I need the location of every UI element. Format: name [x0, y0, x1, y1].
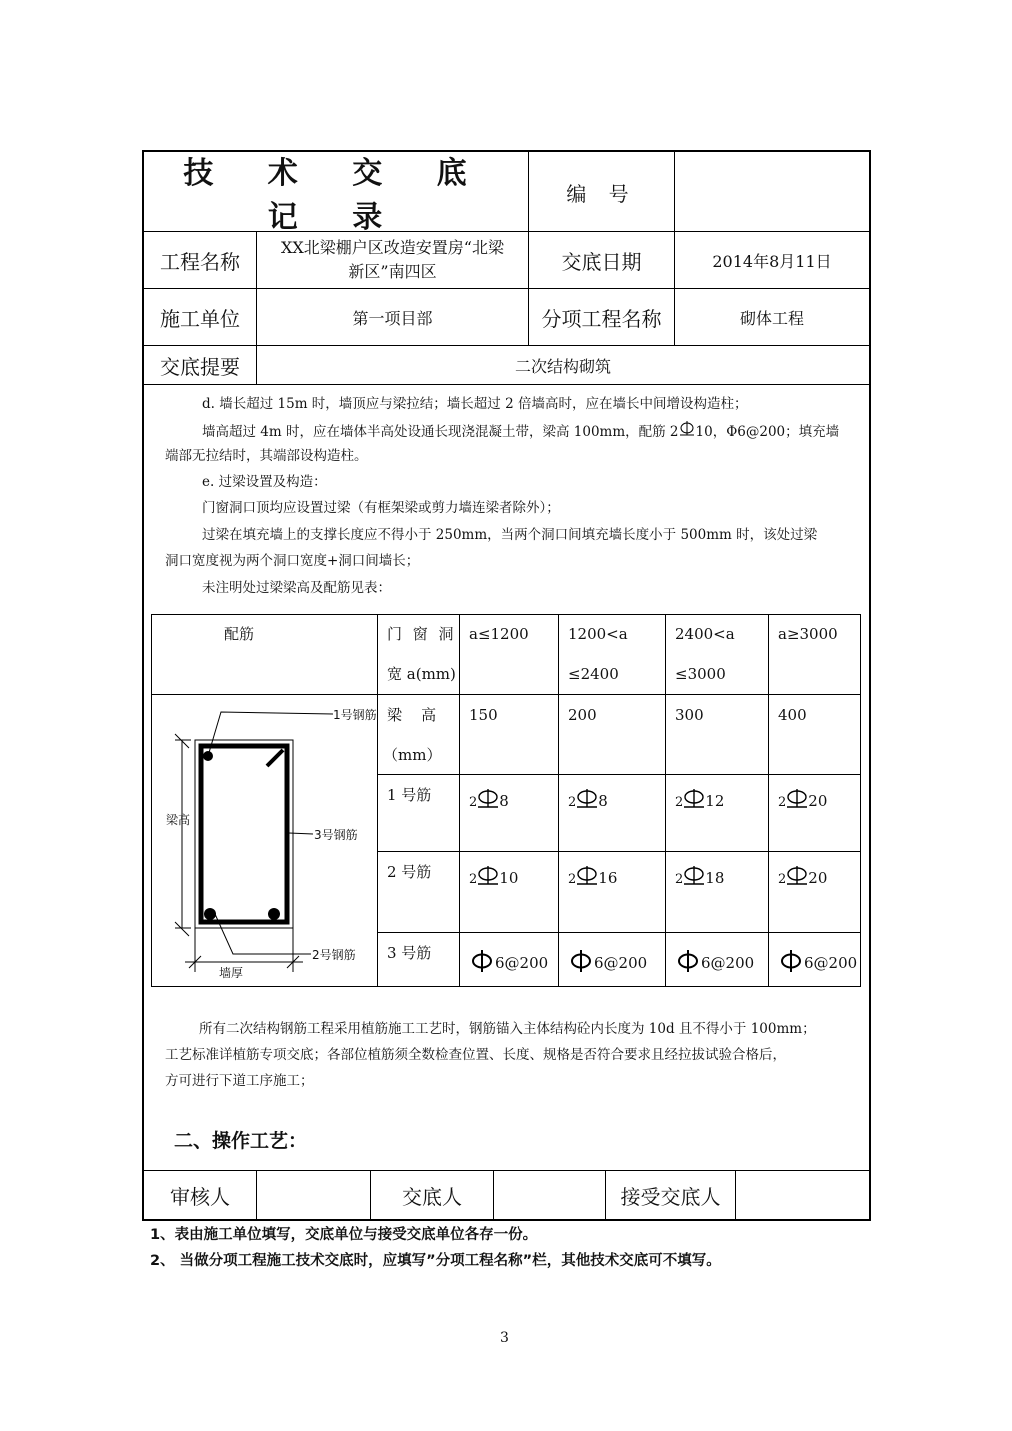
- para-d: d. 墙长超过 15m 时，墙顶应与梁拉结；墙长超过 2 倍墙高时，应在墙长中间增设构造柱；: [202, 396, 748, 412]
- project-name-line1: XX北梁棚户区改造安置房“北梁: [281, 238, 504, 257]
- para-planting-a: 所有二次结构钢筋工程采用植筋施工工艺时，钢筋锚入主体结构砼内长度为 10d 且不得小于 100mm；: [199, 1021, 816, 1037]
- rebar-hpb-icon: [570, 948, 592, 974]
- bar1-count: 2: [778, 795, 787, 810]
- bar3-cell-4: [780, 948, 857, 974]
- page-number: 3: [500, 1330, 509, 1346]
- form-title: 技 术 交 底 记 录: [183, 156, 489, 235]
- para-table-intro: 未注明处过梁梁高及配筋见表：: [202, 580, 391, 596]
- para-wall-end: 端部无拉结时，其端部设构造柱。: [165, 448, 368, 464]
- subitem-value: 砌体工程: [739, 308, 804, 328]
- bar3-cell-2: [570, 948, 647, 974]
- rebar-hpb-icon: [471, 948, 493, 974]
- bar3-spacing: 6@200: [804, 954, 858, 972]
- receiver-label: 接受交底人: [620, 1184, 721, 1209]
- col-1-l1: a≤1200: [469, 625, 529, 643]
- bar2-count: 2: [778, 872, 787, 887]
- bar2-diameter: 16: [598, 869, 618, 887]
- bar1-diameter: 8: [499, 792, 509, 810]
- diagram-thickness-label: 墙厚: [219, 966, 244, 980]
- summary-label: 交底提要: [160, 354, 240, 379]
- unit-label: 施工单位: [160, 306, 240, 331]
- section-operation: 二、操作工艺：: [174, 1130, 308, 1152]
- bar3-spacing: 6@200: [701, 954, 755, 972]
- rebar-hrb-icon: [576, 788, 598, 810]
- rebar-hrb-icon: [683, 865, 705, 887]
- receiver-value[interactable]: [736, 1171, 869, 1219]
- bar3-cell-3: [677, 948, 754, 974]
- bar3-cell-1: [471, 948, 548, 974]
- bar2-count: 2: [675, 872, 684, 887]
- bar1-count: 2: [675, 795, 684, 810]
- para-wall-height-a: 墙高超过 4m 时，应在墙体半高处设通长现浇混凝土带，梁高 100mm，配筋 2: [202, 424, 679, 440]
- bar2-cell-3: [675, 865, 724, 887]
- bar2-diameter: 18: [705, 869, 725, 887]
- bar1-cell-4: [778, 788, 827, 810]
- bar2-cell-2: [568, 865, 617, 887]
- rebar-hrb-icon: [786, 788, 808, 810]
- note-1: 1、表由施工单位填写，交底单位与接受交底单位各存一份。: [150, 1227, 538, 1243]
- para-support-a: 过梁在填充墙上的支撑长度应不得小于 250mm，当两个洞口间填充墙长度小于 500mm 时，该处过梁: [202, 527, 818, 543]
- discloser-label: 交底人: [402, 1184, 462, 1209]
- bar2-diameter: 10: [499, 869, 519, 887]
- diagram-bar3-label: 3号钢筋: [314, 828, 358, 842]
- bar2-diameter: 20: [808, 869, 828, 887]
- bar3-spacing: 6@200: [594, 954, 648, 972]
- col-2-l2: ≤2400: [568, 665, 619, 683]
- bar2-cell-4: [778, 865, 827, 887]
- reviewer-label: 审核人: [170, 1184, 230, 1209]
- rebar-hrb-icon: [477, 865, 499, 887]
- project-name-value: [257, 232, 528, 288]
- bar1-diameter: 8: [598, 792, 608, 810]
- rebar-hrb-icon: [786, 865, 808, 887]
- rebar-hrb-icon: [683, 788, 705, 810]
- note-2: 2、 当做分项工程施工技术交底时，应填写”分项工程名称”栏，其他技术交底可不填写。: [150, 1253, 721, 1269]
- bar1-diameter: 12: [705, 792, 725, 810]
- date-label: 交底日期: [561, 249, 642, 274]
- bar1-diameter: 20: [808, 792, 828, 810]
- project-name-label: 工程名称: [160, 249, 240, 274]
- diagram-bar1-label: 1号钢筋: [333, 708, 377, 722]
- para-planting-b: 工艺标准详植筋专项交底；各部位植筋须全数检查位置、长度、规格是否符合要求且经拉拔试验合格后，: [165, 1047, 786, 1063]
- para-wall-height: [202, 419, 839, 445]
- bar2-cell-1: [469, 865, 518, 887]
- para-support-b: 洞口宽度视为两个洞口宽度+洞口间墙长；: [165, 553, 420, 569]
- bar3-spacing: 6@200: [495, 954, 549, 972]
- unit-value: 第一项目部: [352, 308, 433, 328]
- beam-label-1: 梁 高: [387, 706, 437, 724]
- bar3-label: 3 号筋: [387, 944, 432, 962]
- bar2-count: 2: [469, 872, 478, 887]
- beam-height-1: 150: [469, 706, 498, 724]
- discloser-value[interactable]: [494, 1171, 605, 1219]
- col-4-l1: a≥3000: [778, 625, 838, 643]
- bar1-cell-2: [568, 788, 608, 810]
- width-label-2: 宽 a(mm): [387, 665, 456, 683]
- col-2-l1: 1200<a: [568, 625, 628, 643]
- rebar-hrb-icon: [679, 420, 695, 436]
- number-value[interactable]: [675, 152, 869, 232]
- date-value: 2014年8月11日: [712, 251, 832, 271]
- col-3-l1: 2400<a: [675, 625, 735, 643]
- para-planting-c: 方可进行下道工序施工；: [165, 1073, 314, 1089]
- bar1-count: 2: [568, 795, 577, 810]
- bar1-cell-3: [675, 788, 724, 810]
- reviewer-value[interactable]: [257, 1171, 370, 1219]
- bar1-label: 1 号筋: [387, 786, 432, 804]
- summary-value: 二次结构砌筑: [514, 356, 611, 376]
- beam-height-2: 200: [568, 706, 597, 724]
- diagram-bar2-label: 2号钢筋: [312, 948, 356, 962]
- rebar-hrb-icon: [477, 788, 499, 810]
- bar1-cell-1: [469, 788, 509, 810]
- para-lintel: 门窗洞口顶均应设置过梁（有框架梁或剪力墙连梁者除外）；: [202, 500, 560, 516]
- rebar-hpb-icon: [780, 948, 802, 974]
- rebar-hrb-icon: [576, 865, 598, 887]
- table-corner: 配筋: [224, 625, 255, 643]
- subitem-label: 分项工程名称: [541, 306, 662, 331]
- width-label-1: 门 窗 洞: [387, 625, 457, 643]
- number-label: 编 号: [566, 181, 637, 206]
- col-3-l2: ≤3000: [675, 665, 726, 683]
- para-wall-height-b: 10，Φ6@200；填充墙: [695, 424, 840, 440]
- beam-height-3: 300: [675, 706, 704, 724]
- rebar-hpb-icon: [677, 948, 699, 974]
- project-name-line2: 新区”南四区: [348, 262, 437, 281]
- bar2-count: 2: [568, 872, 577, 887]
- beam-height-4: 400: [778, 706, 807, 724]
- bar1-count: 2: [469, 795, 478, 810]
- diagram-height-label: 梁高: [166, 813, 191, 827]
- para-e: e. 过梁设置及构造：: [202, 474, 327, 490]
- bar2-label: 2 号筋: [387, 863, 432, 881]
- beam-label-2: （mm）: [383, 746, 442, 764]
